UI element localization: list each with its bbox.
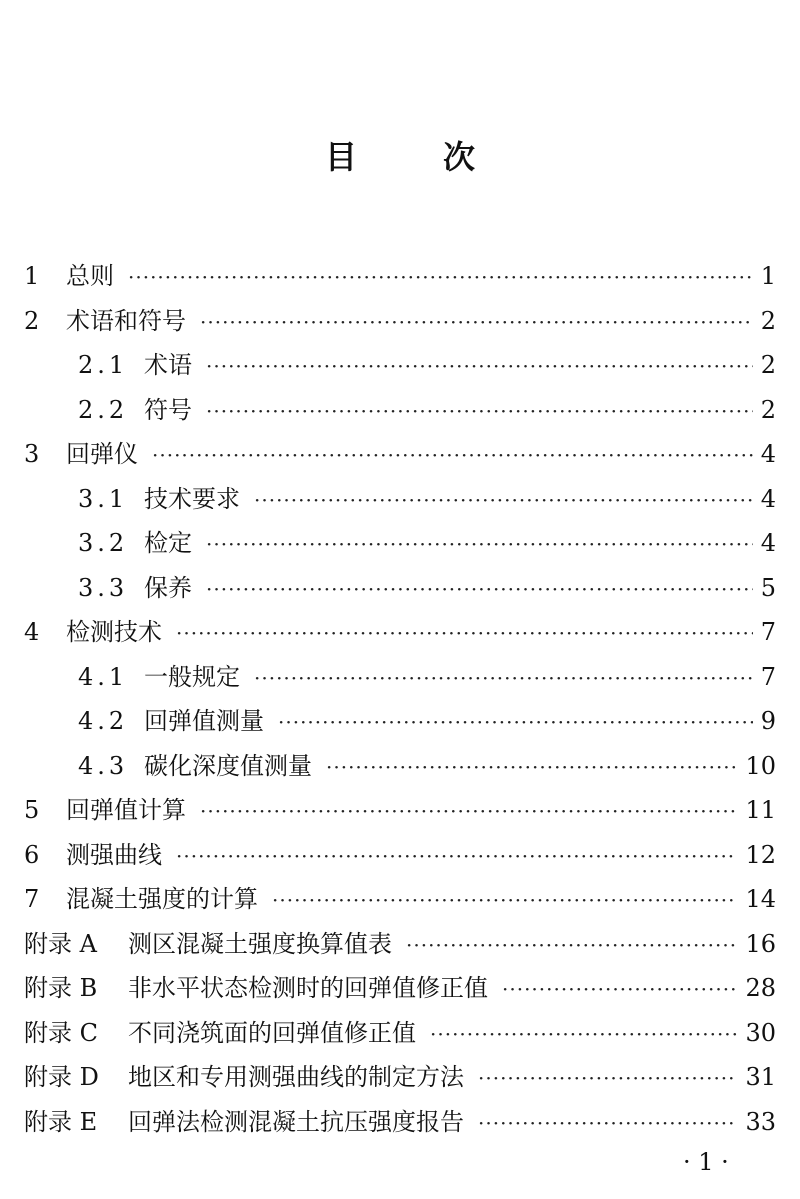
toc-entry-number: 3.2 [78, 529, 129, 557]
toc-entry-page: 2 [760, 306, 776, 335]
toc-entry[interactable] [24, 343, 776, 388]
dot-leader [406, 923, 737, 968]
toc-entry-page: 1 [760, 262, 776, 290]
toc-entry-page: 9 [760, 707, 776, 735]
dot-leader [176, 611, 753, 656]
toc-entry-title: 回弹法检测混凝土抗压强度报告 [128, 1107, 464, 1136]
toc-entry[interactable] [24, 966, 776, 1011]
toc-entry-number: 附录 E [24, 1107, 98, 1136]
dot-leader [200, 300, 753, 345]
toc-entry-number: 4.3 [78, 751, 129, 780]
toc-entry-title: 测区混凝土强度换算值表 [128, 929, 392, 958]
toc-entry-title: 术语和符号 [66, 306, 186, 335]
dot-leader [206, 344, 753, 389]
dot-leader [152, 433, 753, 478]
toc-entry-title: 一般规定 [144, 662, 240, 691]
toc-entry[interactable] [24, 432, 776, 477]
dot-leader [206, 522, 753, 567]
page-title [0, 133, 800, 181]
toc-entry-title: 碳化深度值测量 [144, 751, 312, 780]
toc-entry-title: 技术要求 [144, 484, 240, 513]
toc-entry-page: 11 [745, 796, 776, 824]
toc-entry-number: 附录 A [24, 929, 97, 958]
toc-entry[interactable] [24, 922, 776, 967]
table-of-contents [24, 254, 776, 1144]
toc-entry-page: 5 [760, 573, 776, 602]
toc-entry-number: 2.1 [78, 351, 129, 379]
dot-leader [478, 1056, 737, 1101]
toc-entry-number: 5 [24, 796, 40, 824]
toc-entry-title: 不同浇筑面的回弹值修正值 [128, 1018, 416, 1047]
title-char-2: 次 [443, 138, 476, 176]
toc-entry-title: 地区和专用测强曲线的制定方法 [128, 1063, 464, 1091]
toc-entry-number: 4.2 [78, 707, 129, 735]
toc-entry-title: 检定 [144, 529, 192, 557]
toc-entry[interactable] [24, 833, 776, 878]
toc-entry-page: 4 [760, 440, 776, 468]
toc-entry-page: 12 [745, 840, 776, 869]
toc-entry-page: 2 [760, 395, 776, 424]
toc-entry-title: 回弹仪 [66, 440, 138, 468]
toc-entry-number: 2.2 [78, 395, 129, 424]
toc-entry[interactable] [24, 388, 776, 433]
toc-entry-number: 3 [24, 440, 40, 468]
toc-entry[interactable] [24, 788, 776, 833]
dot-leader [176, 834, 737, 879]
toc-entry-title: 符号 [144, 395, 192, 424]
toc-entry[interactable] [24, 254, 776, 299]
toc-entry-page: 28 [745, 974, 776, 1002]
toc-entry-page: 31 [745, 1063, 776, 1091]
toc-entry-title: 术语 [144, 351, 192, 379]
toc-entry-title: 回弹值测量 [144, 707, 264, 735]
dot-leader [272, 878, 737, 923]
toc-entry-title: 非水平状态检测时的回弹值修正值 [128, 974, 488, 1002]
toc-entry-title: 混凝土强度的计算 [66, 885, 258, 913]
toc-entry-number: 3.3 [78, 573, 129, 602]
toc-entry-page: 14 [745, 885, 776, 913]
toc-entry-number: 3.1 [78, 484, 129, 513]
toc-entry-title: 总则 [66, 262, 114, 290]
toc-entry[interactable] [24, 1011, 776, 1056]
toc-entry-title: 回弹值计算 [66, 796, 186, 824]
toc-entry-page: 16 [745, 929, 776, 958]
toc-entry[interactable] [24, 477, 776, 522]
toc-entry-number: 7 [24, 885, 40, 913]
toc-entry-number: 附录 C [24, 1018, 98, 1047]
dot-leader [128, 255, 753, 300]
toc-entry-page: 2 [760, 351, 776, 379]
dot-leader [478, 1101, 737, 1146]
toc-entry-number: 1 [24, 262, 40, 290]
dot-leader [430, 1012, 737, 1057]
toc-entry[interactable] [24, 877, 776, 922]
dot-leader [206, 567, 753, 612]
toc-entry[interactable] [24, 566, 776, 611]
page-number: · 1 · [683, 1148, 729, 1176]
toc-entry-page: 33 [745, 1107, 776, 1136]
dot-leader [278, 700, 753, 745]
toc-entry-page: 4 [760, 484, 776, 513]
dot-leader [206, 389, 753, 434]
dot-leader [254, 656, 753, 701]
dot-leader [502, 967, 737, 1012]
toc-entry-page: 10 [745, 751, 776, 780]
toc-entry[interactable] [24, 699, 776, 744]
toc-entry-title: 检测技术 [66, 618, 162, 646]
dot-leader [326, 745, 737, 790]
toc-entry[interactable] [24, 655, 776, 700]
toc-entry[interactable] [24, 744, 776, 789]
toc-entry-number: 6 [24, 840, 40, 869]
toc-entry[interactable] [24, 1100, 776, 1145]
toc-entry-page: 30 [745, 1018, 776, 1047]
toc-entry-page: 7 [760, 662, 776, 691]
dot-leader [200, 789, 737, 834]
toc-entry[interactable] [24, 1055, 776, 1100]
toc-entry-page: 4 [760, 529, 776, 557]
toc-entry-number: 附录 D [24, 1063, 99, 1091]
toc-entry-title: 保养 [144, 573, 192, 602]
toc-entry[interactable] [24, 521, 776, 566]
toc-entry-page: 7 [760, 618, 776, 646]
toc-entry-number: 附录 B [24, 974, 98, 1002]
toc-entry-title: 测强曲线 [66, 840, 162, 869]
title-char-1: 目 [324, 138, 357, 176]
toc-entry[interactable] [24, 610, 776, 655]
toc-entry-number: 2 [24, 306, 40, 335]
toc-entry-number: 4.1 [78, 662, 129, 691]
toc-entry[interactable] [24, 299, 776, 344]
dot-leader [254, 478, 753, 523]
toc-entry-number: 4 [24, 618, 40, 646]
